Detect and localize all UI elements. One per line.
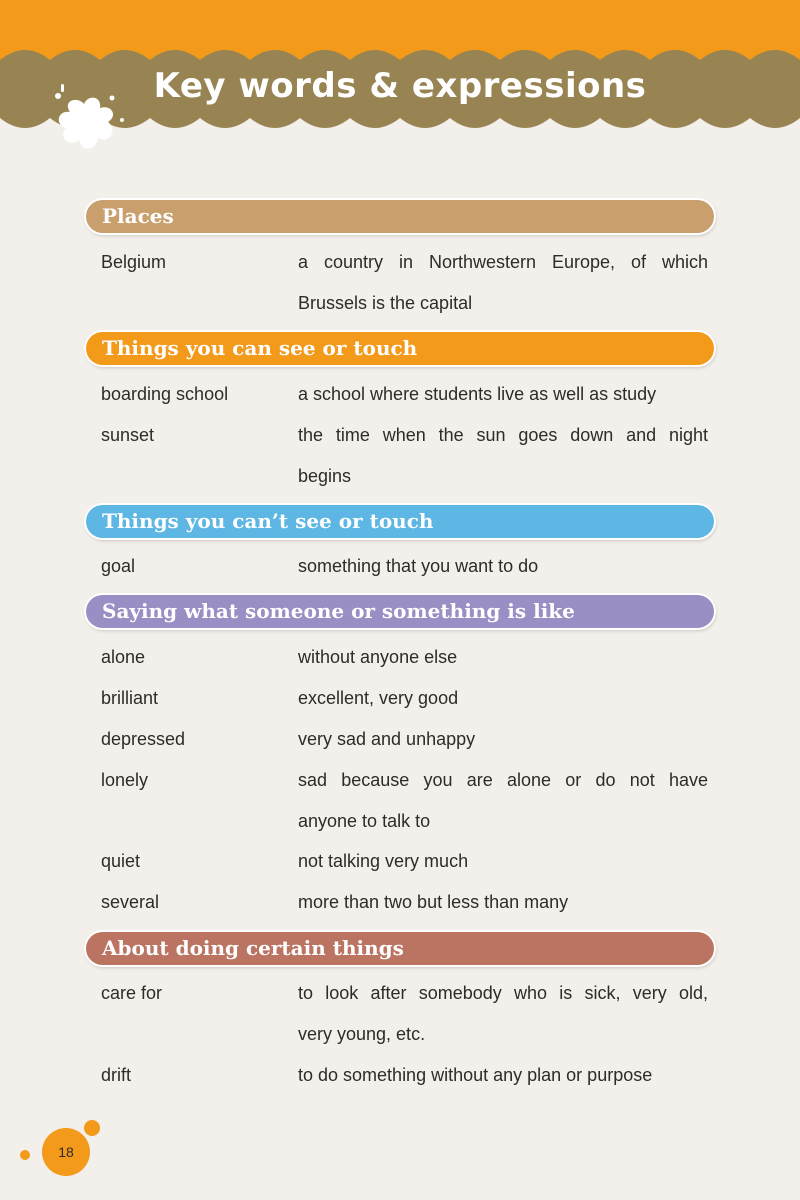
page-title: Key words & expressions	[153, 66, 647, 106]
page-number: 18	[58, 1144, 74, 1160]
list-item	[0, 1055, 800, 1096]
term: drift	[101, 1065, 132, 1085]
term: goal	[101, 556, 136, 576]
definition-line: a school where students live as well as study	[298, 384, 657, 404]
term: brilliant	[101, 688, 159, 708]
section-header-saying-what-like: Saying what someone or something is like	[86, 595, 714, 628]
definition	[298, 374, 708, 415]
definition	[298, 1055, 708, 1096]
definition-line: anyone to talk to	[298, 811, 431, 831]
definition	[298, 760, 708, 842]
term: sunset	[101, 425, 155, 445]
list-item	[0, 760, 800, 831]
definition	[298, 719, 708, 760]
definition	[298, 546, 708, 587]
definition	[298, 678, 708, 719]
section-header-things-you-cant-see: Things you can’t see or touch	[86, 505, 714, 538]
definition-line: the time when the sun goes down and night	[298, 425, 708, 445]
definition-line: without anyone else	[298, 647, 458, 667]
list-item	[0, 637, 800, 678]
definition-line: Brussels is the capital	[298, 293, 473, 313]
definition-line: excellent, very good	[298, 688, 459, 708]
term: boarding school	[101, 384, 229, 404]
list-item	[0, 841, 800, 882]
definition-line: very young, etc.	[298, 1024, 426, 1044]
list-item	[0, 242, 800, 313]
list-item	[0, 882, 800, 923]
term: alone	[101, 647, 146, 667]
list-item	[0, 415, 800, 486]
list-item	[0, 719, 800, 760]
term: depressed	[101, 729, 186, 749]
definition	[298, 415, 708, 497]
definition-line: very sad and unhappy	[298, 729, 476, 749]
section-header-things-you-can-see: Things you can see or touch	[86, 332, 714, 365]
definition-line: begins	[298, 466, 352, 486]
term: care for	[101, 983, 163, 1003]
definition	[298, 242, 708, 324]
definition-line: something that you want to do	[298, 556, 539, 576]
definition	[298, 882, 708, 923]
definition	[298, 973, 708, 1055]
list-item	[0, 973, 800, 1044]
definition-line: sad because you are alone or do not have	[298, 770, 708, 790]
section-header-about-doing: About doing certain things	[86, 932, 714, 965]
definition	[298, 841, 708, 882]
definition-line: to do something without any plan or purpose	[298, 1065, 653, 1085]
term: lonely	[101, 770, 149, 790]
section-header-places: Places	[86, 200, 714, 233]
definition-line: not talking very much	[298, 851, 469, 871]
list-item	[0, 678, 800, 719]
page-header	[0, 0, 800, 180]
definition-line: to look after somebody who is sick, very old,	[298, 983, 708, 1003]
list-item	[0, 546, 800, 587]
term: Belgium	[101, 252, 167, 272]
list-item	[0, 374, 800, 415]
definition-line: a country in Northwestern Europe, of which	[298, 252, 708, 272]
decorative-dot-icon	[20, 1150, 30, 1160]
term: several	[101, 892, 160, 912]
definition-line: more than two but less than many	[298, 892, 569, 912]
definition	[298, 637, 708, 678]
term: quiet	[101, 851, 141, 871]
